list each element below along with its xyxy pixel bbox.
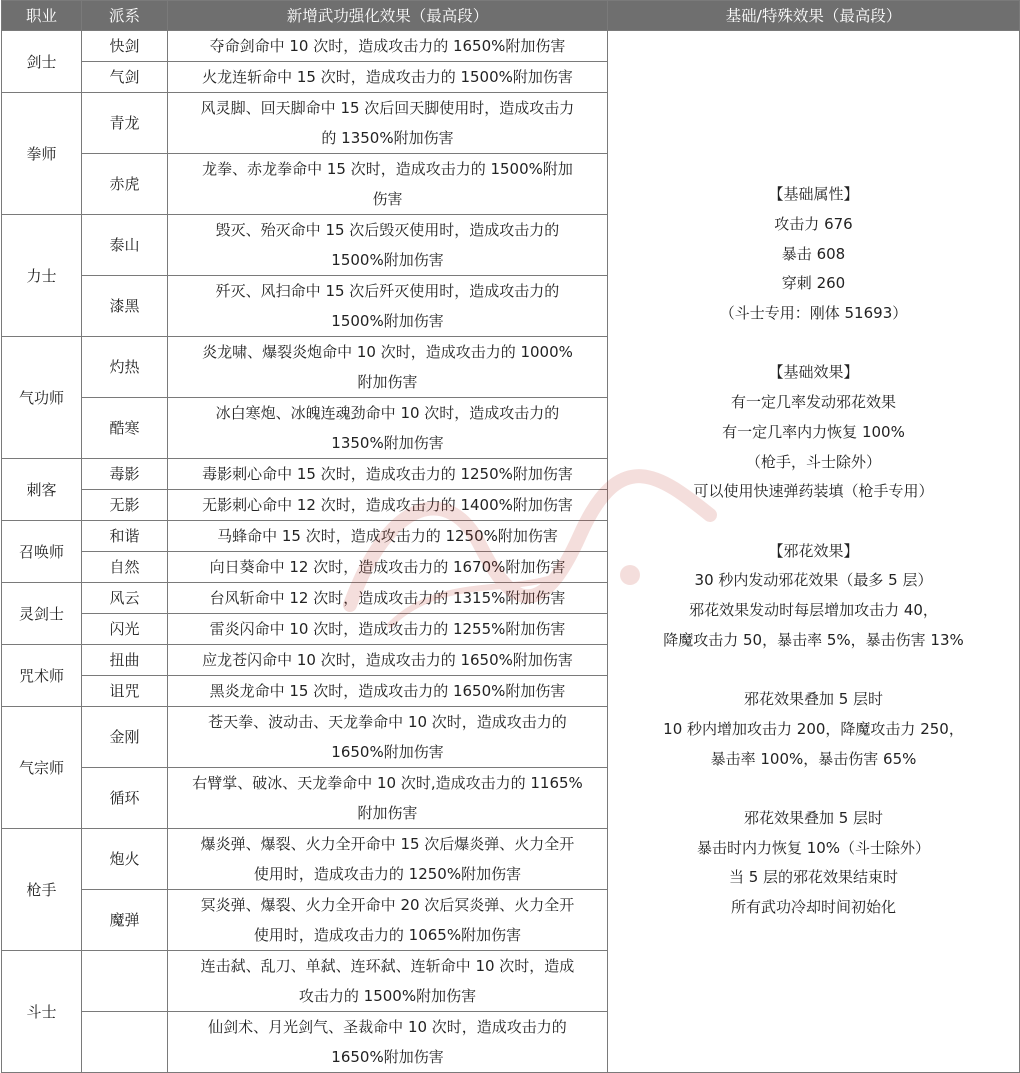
effect-line: 应龙苍闪命中 10 次时，造成攻击力的 1650%附加伤害 <box>202 651 573 669</box>
school-cell: 扭曲 <box>82 645 168 676</box>
school-cell: 闪光 <box>82 614 168 645</box>
effect-line: 黑炎龙命中 15 次时，造成攻击力的 1650%附加伤害 <box>209 682 566 700</box>
job-cell: 力士 <box>2 215 82 337</box>
effect-cell <box>168 707 608 768</box>
base-effect-line: 10 秒内增加攻击力 200，降魔攻击力 250， <box>663 719 964 738</box>
school-cell: 灼热 <box>82 337 168 398</box>
job-cell: 刺客 <box>2 459 82 521</box>
school-cell: 循环 <box>82 768 168 829</box>
effect-cell <box>168 62 608 93</box>
effect-line: 附加伤害 <box>357 373 418 391</box>
school-cell: 赤虎 <box>82 154 168 215</box>
effect-cell <box>168 215 608 276</box>
school-cell: 青龙 <box>82 93 168 154</box>
effect-line: 夺命剑命中 10 次时，造成攻击力的 1650%附加伤害 <box>209 37 566 55</box>
effect-line: 仙剑术、月光剑气、圣裁命中 10 次时，造成攻击力的 <box>208 1018 567 1036</box>
job-cell: 气宗师 <box>2 707 82 829</box>
effect-line: 冥炎弹、爆裂、火力全开命中 20 次后冥炎弹、火力全开 <box>200 896 575 914</box>
effect-cell <box>168 398 608 459</box>
effect-line: 龙拳、赤龙拳命中 15 次时，造成攻击力的 1500%附加 <box>202 160 573 178</box>
job-cell: 召唤师 <box>2 521 82 583</box>
effect-line: 炎龙啸、爆裂炎炮命中 10 次时，造成攻击力的 1000% <box>202 343 573 361</box>
base-effect-line: 可以使用快速弹药装填（枪手专用） <box>693 482 934 501</box>
school-cell: 魔弹 <box>82 890 168 951</box>
base-effect-line: 暴击时内力恢复 10%（斗士除外） <box>696 838 931 857</box>
effect-cell <box>168 93 608 154</box>
job-cell: 斗士 <box>2 951 82 1073</box>
job-cell: 枪手 <box>2 829 82 951</box>
school-cell: 无影 <box>82 490 168 521</box>
school-cell: 和谐 <box>82 521 168 552</box>
job-cell: 剑士 <box>2 31 82 93</box>
header-school: 派系 <box>82 1 168 31</box>
job-cell: 灵剑士 <box>2 583 82 645</box>
header-row <box>2 1 1020 31</box>
school-cell: 毒影 <box>82 459 168 490</box>
school-cell: 酷寒 <box>82 398 168 459</box>
effect-line: 使用时，造成攻击力的 1250%附加伤害 <box>253 865 522 883</box>
base-effect-line: 攻击力 676 <box>774 214 853 233</box>
effect-cell <box>168 31 608 62</box>
effect-cell <box>168 829 608 890</box>
school-cell: 风云 <box>82 583 168 614</box>
effect-line: 火龙连斩命中 15 次时，造成攻击力的 1500%附加伤害 <box>202 68 573 86</box>
effect-line: 1500%附加伤害 <box>331 312 444 330</box>
header-job: 职业 <box>2 1 82 31</box>
base-effect-line: 暴击 608 <box>781 244 846 263</box>
effect-cell <box>168 645 608 676</box>
effect-line: 毒影刺心命中 15 次时，造成攻击力的 1250%附加伤害 <box>202 465 573 483</box>
school-cell: 金刚 <box>82 707 168 768</box>
effect-cell <box>168 676 608 707</box>
base-effect-line: 暴击率 100%，暴击伤害 65% <box>710 749 917 768</box>
effect-line: 附加伤害 <box>357 804 418 822</box>
school-cell: 诅咒 <box>82 676 168 707</box>
effect-line: 伤害 <box>372 190 403 208</box>
school-cell: 快剑 <box>82 31 168 62</box>
effect-cell <box>168 768 608 829</box>
school-cell: 泰山 <box>82 215 168 276</box>
job-cell: 拳师 <box>2 93 82 215</box>
spacer-line <box>612 507 1015 537</box>
effect-line: 苍天拳、波动击、天龙拳命中 10 次时，造成攻击力的 <box>208 713 567 731</box>
effect-line: 无影刺心命中 12 次时，造成攻击力的 1400%附加伤害 <box>202 496 573 514</box>
effect-cell <box>168 1012 608 1073</box>
base-effects-cell <box>608 31 1020 1073</box>
header-new-effect: 新增武功强化效果（最高段） <box>168 1 608 31</box>
base-effect-line: 【基础属性】 <box>768 185 859 204</box>
effect-line: 风灵脚、回天脚命中 15 次后回天脚使用时，造成攻击力 <box>200 99 575 117</box>
base-effect-line: 降魔攻击力 50，暴击率 5%，暴击伤害 13% <box>663 630 964 649</box>
school-cell <box>82 951 168 1012</box>
base-effect-line: 邪花效果叠加 5 层时 <box>743 690 884 709</box>
effect-line: 马蜂命中 15 次时，造成攻击力的 1250%附加伤害 <box>217 527 558 545</box>
school-cell: 炮火 <box>82 829 168 890</box>
effect-line: 歼灭、风扫命中 15 次后歼灭使用时，造成攻击力的 <box>215 282 560 300</box>
effect-cell <box>168 521 608 552</box>
effect-cell <box>168 614 608 645</box>
effect-cell <box>168 276 608 337</box>
spacer-line <box>612 774 1015 804</box>
effect-line: 雷炎闪命中 10 次时，造成攻击力的 1255%附加伤害 <box>209 620 566 638</box>
effect-line: 右臂掌、破冰、天龙拳命中 10 次时,造成攻击力的 1165% <box>192 774 583 792</box>
effect-cell <box>168 154 608 215</box>
skill-table <box>1 0 1020 1073</box>
effect-line: 爆炎弹、爆裂、火力全开命中 15 次后爆炎弹、火力全开 <box>200 835 575 853</box>
effect-cell <box>168 337 608 398</box>
effect-cell <box>168 583 608 614</box>
school-cell: 漆黑 <box>82 276 168 337</box>
effect-cell <box>168 459 608 490</box>
effect-cell <box>168 490 608 521</box>
base-effect-line: 有一定几率内力恢复 100% <box>722 422 905 441</box>
spacer-line <box>612 329 1015 359</box>
effect-line: 冰白寒炮、冰魄连魂劲命中 10 次时，造成攻击力的 <box>215 404 560 422</box>
job-cell: 咒术师 <box>2 645 82 707</box>
effect-line: 1350%附加伤害 <box>331 434 444 452</box>
effect-line: 台风斩命中 12 次时，造成攻击力的 1315%附加伤害 <box>209 589 566 607</box>
base-effect-line: （枪手，斗士除外） <box>745 452 881 471</box>
effect-line: 毁灭、殆灭命中 15 次后毁灭使用时，造成攻击力的 <box>215 221 560 239</box>
base-effect-line: 有一定几率发动邪花效果 <box>730 393 896 412</box>
effect-cell <box>168 552 608 583</box>
base-effect-line: 30 秒内发动邪花效果（最多 5 层） <box>694 571 933 590</box>
effect-line: 向日葵命中 12 次时，造成攻击力的 1670%附加伤害 <box>209 558 566 576</box>
table-row <box>2 31 1020 62</box>
header-base-effect: 基础/特殊效果（最高段） <box>608 1 1020 31</box>
spacer-line <box>612 655 1015 685</box>
effect-line: 攻击力的 1500%附加伤害 <box>298 987 477 1005</box>
effect-line: 1500%附加伤害 <box>331 251 444 269</box>
effect-line: 使用时，造成攻击力的 1065%附加伤害 <box>253 926 522 944</box>
school-cell: 自然 <box>82 552 168 583</box>
effect-line: 1650%附加伤害 <box>331 1048 444 1066</box>
base-effect-line: 当 5 层的邪花效果结束时 <box>728 868 899 887</box>
job-cell: 气功师 <box>2 337 82 459</box>
base-effect-line: （斗士专用：刚体 51693） <box>719 304 908 323</box>
base-effect-line: 邪花效果发动时每层增加攻击力 40， <box>689 601 938 620</box>
effect-cell <box>168 951 608 1012</box>
base-effect-line: 【邪花效果】 <box>768 541 859 560</box>
school-cell <box>82 1012 168 1073</box>
effect-line: 的 1350%附加伤害 <box>321 129 454 147</box>
base-effect-line: 【基础效果】 <box>768 363 859 382</box>
effect-cell <box>168 890 608 951</box>
effect-line: 连击弑、乱刀、单弑、连环弑、连斩命中 10 次时，造成 <box>200 957 575 975</box>
school-cell: 气剑 <box>82 62 168 93</box>
base-effect-line: 所有武功冷却时间初始化 <box>730 898 896 917</box>
effect-line: 1650%附加伤害 <box>331 743 444 761</box>
base-effect-line: 穿刺 260 <box>781 274 846 293</box>
base-effect-line: 邪花效果叠加 5 层时 <box>743 808 884 827</box>
